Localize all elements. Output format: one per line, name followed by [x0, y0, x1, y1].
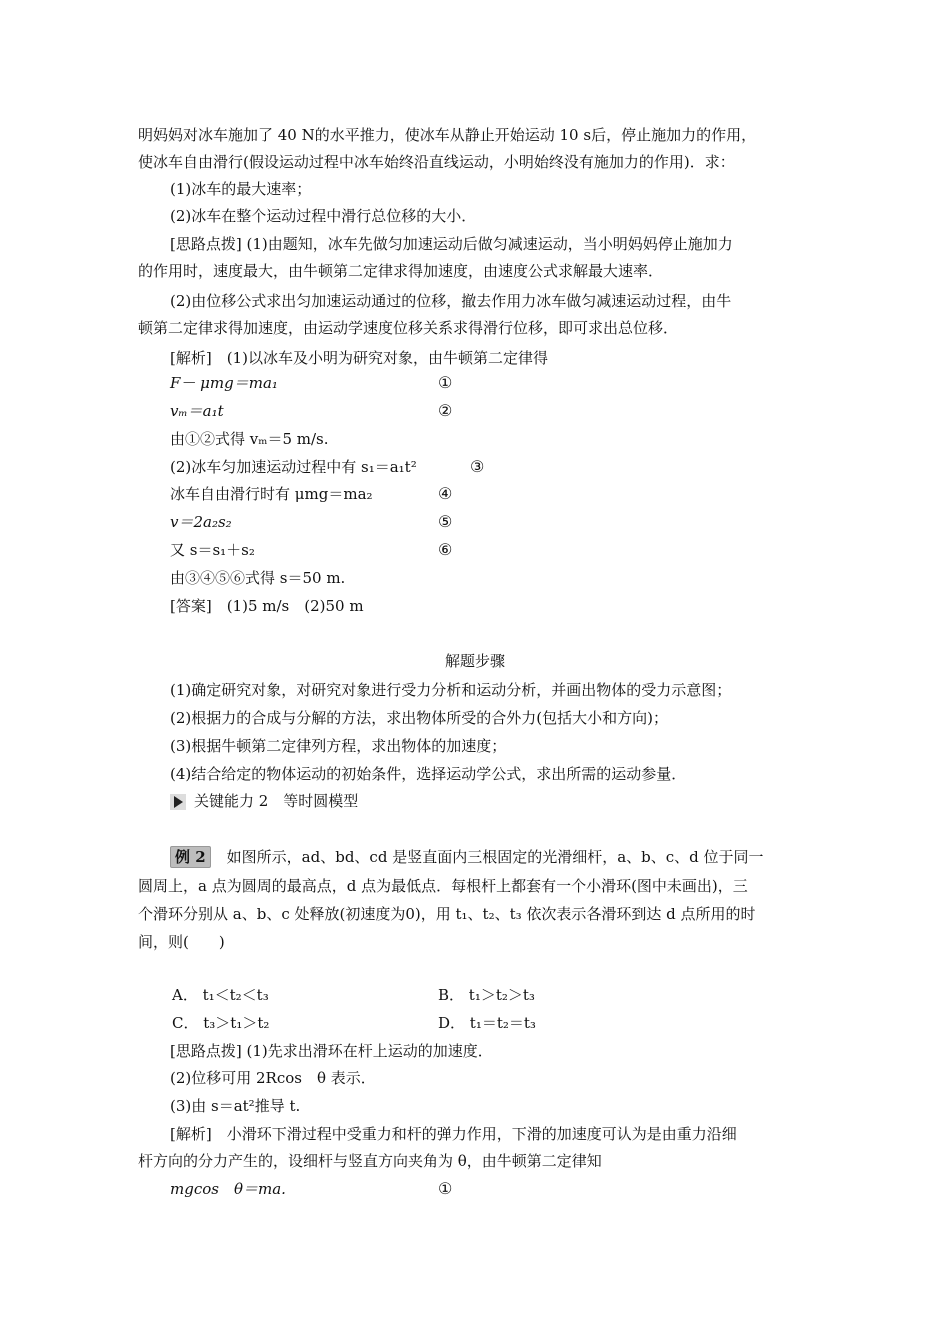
- equation: mgcos θ＝ma.: [170, 1180, 286, 1198]
- equation: v＝2a₂s₂: [170, 513, 232, 531]
- example-line: 间，则( ): [138, 933, 225, 951]
- equation: F－ μmg＝ma₁: [170, 374, 278, 392]
- question-2: (2)冰车在整个运动过程中滑行总位移的大小．: [170, 207, 477, 225]
- example-line: 个滑环分别从 a、b、c 处释放(初速度为0)，用 t₁、t₂、t₃ 依次表示各滑环到达 d 点所用的时: [138, 905, 756, 923]
- example-text: 如图所示，ad、bd、cd 是竖直面内三根固定的光滑细杆，a、b、c、d 位于同一: [226, 848, 764, 866]
- equation: 由③④⑤⑥式得 s＝50 m.: [170, 569, 346, 587]
- hint-line: (3)由 s＝at²推导 t.: [170, 1097, 301, 1115]
- example-line: [170, 846, 764, 868]
- equation-number: ①: [438, 1179, 453, 1198]
- hint-line: 顿第二定律求得加速度，由运动学速度位移关系求得滑行位移，即可求出总位移．: [138, 319, 679, 337]
- example-badge: 例 2: [170, 846, 211, 868]
- step-item: (2)根据力的合成与分解的方法，求出物体所受的合外力(包括大小和方向)；: [170, 709, 668, 727]
- answer: [答案] (1)5 m/s (2)50 m: [170, 597, 364, 615]
- equation-number: ①: [438, 373, 453, 392]
- example-line: 圆周上，a 点为圆周的最高点，d 点为最低点．每根杆上都套有一个小滑环(图中未画出)，三: [138, 877, 748, 895]
- hint-line: (2)位移可用 2Rcos θ 表示．: [170, 1069, 376, 1087]
- option-d: D． t₁＝t₂＝t₃: [438, 1014, 536, 1032]
- step-item: (4)结合给定的物体运动的初始条件，选择运动学公式，求出所需的运动参量．: [170, 765, 687, 783]
- option-c: C． t₃＞t₁＞t₂: [172, 1014, 270, 1032]
- play-triangle-icon: [170, 794, 186, 810]
- equation-number: ⑤: [438, 512, 453, 531]
- question-1: (1)冰车的最大速率；: [170, 180, 312, 198]
- hint-line: [思路点拨] (1)由题知，冰车先做匀加速运动后做匀减速运动，当小明妈妈停止施加力: [170, 235, 733, 253]
- equation-number: ⑥: [438, 540, 453, 559]
- equation: 又 s＝s₁＋s₂: [170, 541, 255, 559]
- option-b: B． t₁＞t₂＞t₃: [438, 986, 535, 1004]
- equation: (2)冰车匀加速运动过程中有 s₁＝a₁t²: [170, 458, 417, 476]
- hint-line: 的作用时，速度最大，由牛顿第二定律求得加速度，由速度公式求解最大速率．: [138, 262, 664, 280]
- option-a: A． t₁＜t₂＜t₃: [172, 986, 269, 1004]
- text-line: 明妈妈对冰车施加了 40 N的水平推力，使冰车从静止开始运动 10 s后，停止施加力的作用，: [138, 126, 757, 144]
- step-item: (1)确定研究对象，对研究对象进行受力分析和运动分析，并画出物体的受力示意图；: [170, 681, 732, 699]
- step-item: (3)根据牛顿第二定律列方程，求出物体的加速度；: [170, 737, 507, 755]
- hint-line: (2)由位移公式求出匀加速运动通过的位移，撤去作用力冰车做匀减速运动过程，由牛: [170, 292, 732, 310]
- equation: 由①②式得 vₘ＝5 m/s.: [170, 430, 329, 448]
- equation: vₘ＝a₁t: [170, 402, 224, 420]
- section-heading: [170, 791, 358, 811]
- equation: 冰车自由滑行时有 μmg＝ma₂: [170, 485, 373, 503]
- equation-number: ③: [470, 457, 485, 476]
- hint-line: [思路点拨] (1)先求出滑环在杆上运动的加速度．: [170, 1042, 493, 1060]
- solution-line: [解析] 小滑环下滑过程中受重力和杆的弹力作用，下滑的加速度可认为是由重力沿细: [170, 1125, 737, 1143]
- equation-number: ②: [438, 401, 453, 420]
- solution-line: 杆方向的分力产生的，设细杆与竖直方向夹角为 θ，由牛顿第二定律知: [138, 1152, 602, 1170]
- steps-title: 解题步骤: [444, 652, 505, 670]
- section-heading-label: 关键能力 2 等时圆模型: [194, 792, 359, 810]
- text-line: 使冰车自由滑行(假设运动过程中冰车始终沿直线运动，小明始终没有施加力的作用)．求：: [138, 153, 735, 171]
- equation-number: ④: [438, 484, 453, 503]
- solution-intro: [解析] (1)以冰车及小明为研究对象，由牛顿第二定律得: [170, 349, 548, 367]
